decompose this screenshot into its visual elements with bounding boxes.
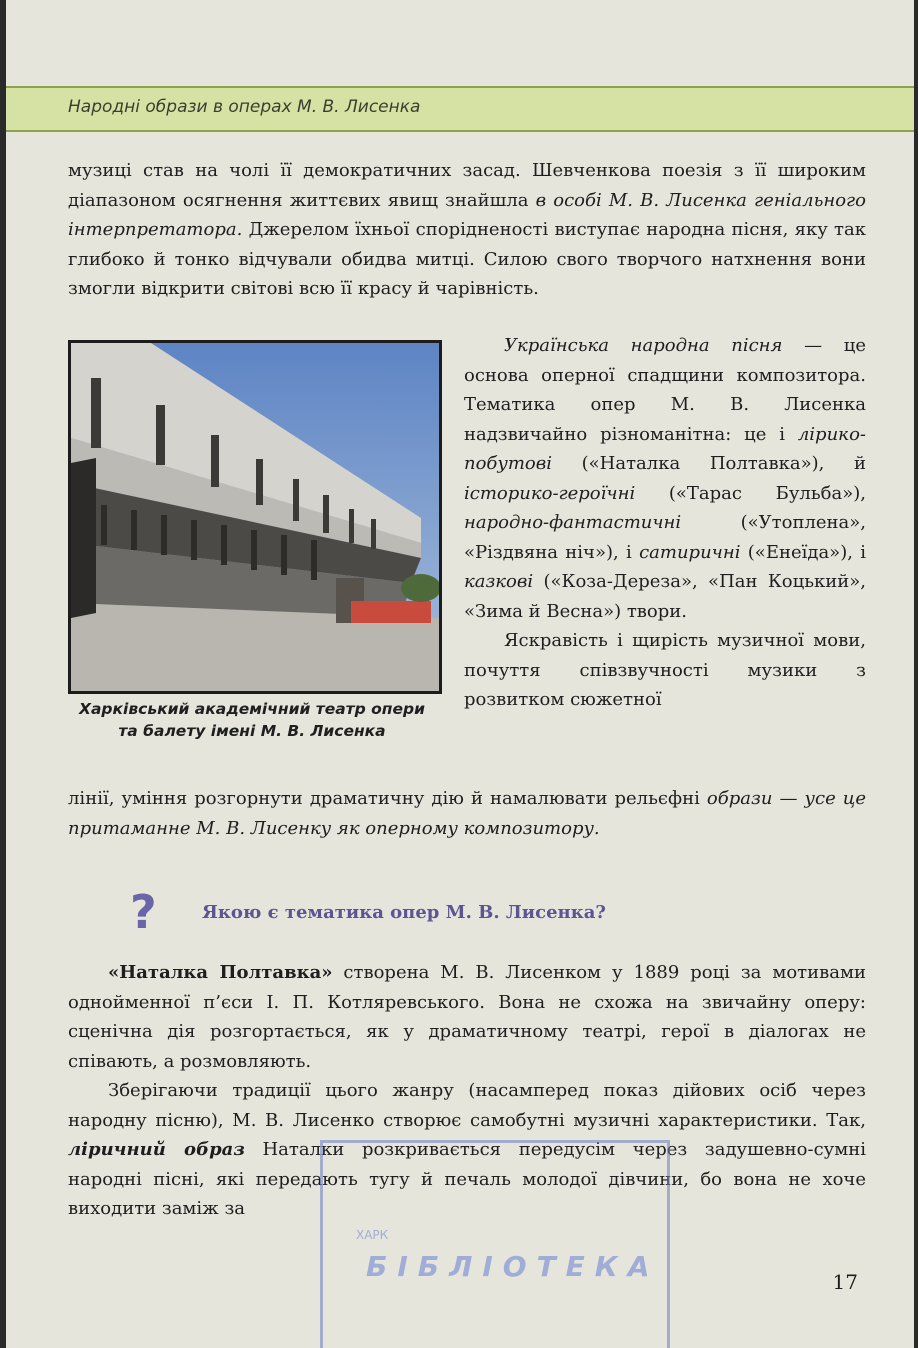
paragraph-natalka: «Наталка Полтавка» створена М. В. Лисенком у 1889 році за мотивами однойменної п’єси І. П. Котляревського. Вона не схожа на звичайну оперу: сценічна дія розгортається, як у драматичному театрі, герої в діалогах не співають, а розмовляють. Зберігаючи традиції цього жанру (насамперед показ дійових осіб через народну пісню), М. В. Лисенко створює самобутні музичні характеристики. Так, ліричний образ Наталки розкривається передусім через задушевно-сумні народні пісні, які передають тугу й печаль молодої дівчини, бо вона не хоче виходити заміж за	[68, 962, 867, 1219]
theatre-building-image	[71, 343, 439, 691]
page-number: 17	[832, 1270, 858, 1294]
question-mark-icon: ?	[130, 885, 157, 939]
library-stamp	[320, 1140, 670, 1348]
stamp-small-text: ХАРК	[356, 1228, 389, 1242]
paragraph-expressiveness: лінії, уміння розгорнути драматичну дію й намалювати рельєфні образи — усе це притаманне М. В. Лисенку як оперному композитору.	[68, 788, 866, 839]
review-question: Якою є тематика опер М. В. Лисенка?	[202, 902, 606, 923]
paragraph-intro: музиці став на чолі її демократичних засад. Шевченкова поезія з її широким діапазоном осягнення життєвих явищ знайшла в особі М. В. Лисенка геніального інтерпретатора. Джерелом їхньої спорідненості виступає народна пісня, яку так глибоко й тонко відчували обидва митці. Силою свого творчого натхнення вони змогли відкрити світові всю її красу й чарівність.	[68, 160, 866, 299]
paragraph-opera-themes: Українська народна пісня — це основа оперної спадщини композитора. Тематика опер М. В. Лисенка надзвичайно різноманітна: це і ліриĸо-побутові («Наталка Полтавка»), й історико-героїчні («Тарас Бульба»), народно-фантастичні («Утоплена», «Різдвяна ніч»), і сатиричні («Енеїда»), і казкові («Коза-Дереза», «Пан Коцький», «Зима й Весна») твори. Яскравість і щирість музичної мови, почуття співзвучності музики з розвитком сюжетної	[464, 335, 866, 710]
theatre-photo	[68, 340, 442, 694]
running-header: Народні образи в операх М. В. Лисенка	[68, 97, 421, 117]
stamp-library-text: БІБЛІОТЕКА	[366, 1250, 660, 1283]
book-page	[6, 0, 914, 1348]
photo-caption: Харківський академічний театр опери та балету імені М. В. Лисенка	[79, 700, 425, 740]
